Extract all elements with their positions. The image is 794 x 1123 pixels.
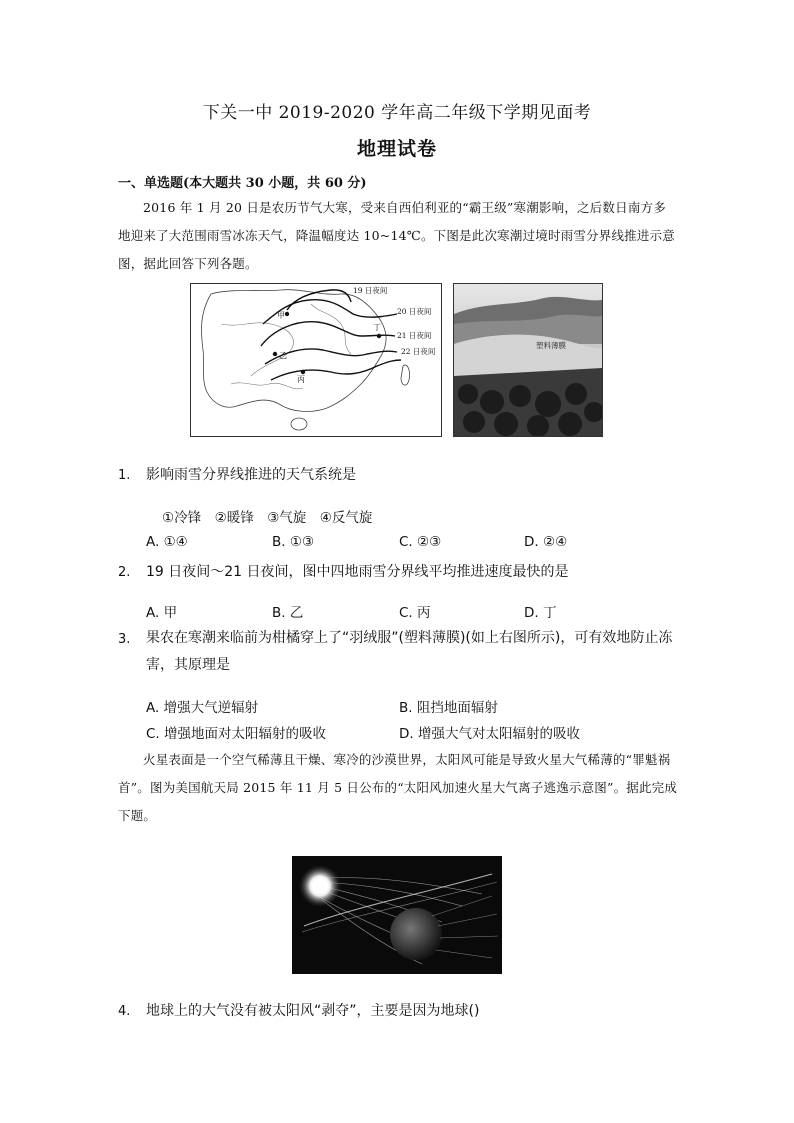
map-point-bing: 丙 <box>297 375 305 384</box>
map-point-jia: 甲 <box>277 311 285 320</box>
q2-number: 2. <box>118 565 131 580</box>
q3-stem: 果农在寒潮来临前为柑橘穿上了“羽绒服”(塑料薄膜)(如上右图所示)，可有效地防止冻害，其原理是 <box>146 630 673 673</box>
solar-wind-graphic <box>292 856 502 974</box>
passage-1-text: 2016 年 1 月 20 日是农历节气大寒，受来自西伯利亚的“霸王级”寒潮影响，之后数日南方多地迎来了大范围雨雪冰冻天气，降温幅度达 10~14℃。下图是此次寒潮过境时雨雪分界线推进示意图，据此回答下列各题。 <box>118 200 675 271</box>
q1-option-b[interactable]: B. ①③ <box>272 534 315 550</box>
map-label-22: 22 日夜间 <box>401 347 436 356</box>
map-point-ding: 丁 <box>373 323 381 332</box>
citrus-plastic-photo <box>453 283 603 437</box>
q4-stem: 地球上的大气没有被太阳风“剥夺”，主要是因为地球() <box>146 1003 480 1019</box>
passage-2-text: 火星表面是一个空气稀薄且干燥、寒冷的沙漠世界，太阳风可能是导致火星大气稀薄的“罪魁祸首”。图为美国航天局 2015 年 11 月 5 日公布的“太阳风加速火星大气离子逃逸示意图”。据此完成下题。 <box>118 752 678 823</box>
q2-option-c[interactable]: C. 丙 <box>399 605 431 621</box>
q3-option-c[interactable]: C. 增强地面对太阳辐射的吸收 <box>146 726 327 742</box>
cold-wave-map <box>190 283 442 437</box>
photo-label: 塑料薄膜 <box>536 341 566 350</box>
q1-number: 1. <box>118 468 131 483</box>
map-point-yi: 乙 <box>279 351 287 360</box>
q3-number: 3. <box>118 632 131 647</box>
q1-items: ①冷锋 ②暖锋 ③气旋 ④反气旋 <box>162 510 373 526</box>
passage-1 <box>118 194 678 278</box>
q1-option-a[interactable]: A. ①④ <box>146 534 188 550</box>
exam-subtitle: 地理试卷 <box>356 138 437 160</box>
passage-2 <box>118 746 678 830</box>
q1-option-c[interactable]: C. ②③ <box>399 534 442 550</box>
map-label-19: 19 日夜间 <box>353 286 388 295</box>
q3-option-d[interactable]: D. 增强大气对太阳辐射的吸收 <box>399 726 580 742</box>
map-label-21: 21 日夜间 <box>397 331 432 340</box>
q3-option-a[interactable]: A. 增强大气逆辐射 <box>146 700 259 716</box>
q1-option-d[interactable]: D. ②④ <box>524 534 568 550</box>
section-heading: 一、单选题(本大题共 30 小题，共 60 分) <box>118 176 367 191</box>
q3-option-b[interactable]: B. 阻挡地面辐射 <box>399 700 498 716</box>
q2-stem: 19 日夜间～21 日夜间，图中四地雨雪分界线平均推进速度最快的是 <box>146 564 569 580</box>
q2-option-b[interactable]: B. 乙 <box>272 605 304 621</box>
q1-stem: 影响雨雪分界线推进的天气系统是 <box>146 467 356 483</box>
exam-title: 下关一中 2019-2020 学年高二年级下学期见面考 <box>202 103 592 123</box>
map-graphic <box>191 284 441 436</box>
q2-option-a[interactable]: A. 甲 <box>146 605 178 621</box>
map-label-20: 20 日夜间 <box>397 307 432 316</box>
solar-wind-figure <box>292 856 502 974</box>
citrus-photo-graphic <box>454 284 602 436</box>
q4-number: 4. <box>118 1004 131 1019</box>
q2-option-d[interactable]: D. 丁 <box>524 605 557 621</box>
